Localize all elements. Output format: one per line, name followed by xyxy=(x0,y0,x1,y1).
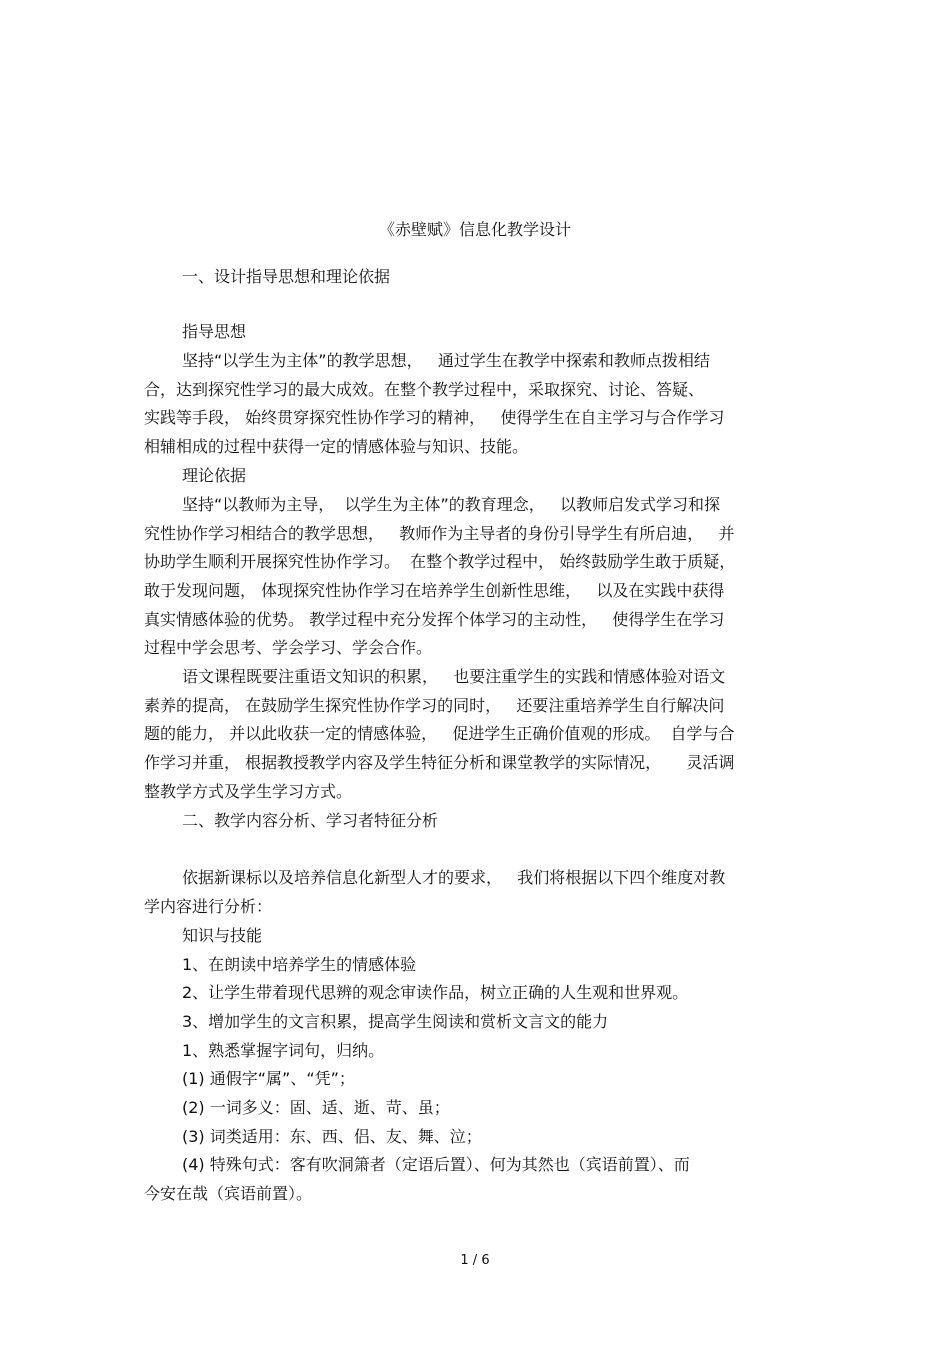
paragraph-line: 敢于发现问题， 体现探究性协作学习在培养学生创新性思维， 以及在实践中获得 xyxy=(144,581,725,600)
list-item: 1、在朗读中培养学生的情感体验 xyxy=(182,955,417,974)
paragraph-line: 真实情感体验的优势。 教学过程中充分发挥个体学习的主动性， 使得学生在学习 xyxy=(144,610,725,629)
document-title: 《赤壁赋》信息化教学设计 xyxy=(378,220,571,239)
section-heading-1: 一、设计指导思想和理论依据 xyxy=(182,267,391,286)
paragraph-line: 相辅相成的过程中获得一定的情感体验与知识、技能。 xyxy=(144,437,529,456)
paragraph-line: 依据新课标以及培养信息化新型人才的要求， 我们将根据以下四个维度对教 xyxy=(182,868,726,887)
list-item: 2、让学生带着现代思辨的观念审读作品，树立正确的人生观和世界观。 xyxy=(182,983,689,1002)
list-item: (4) 特殊句式：客有吹洞箫者（定语后置）、何为其然也（宾语前置）、而 xyxy=(182,1155,690,1174)
list-item: 3、增加学生的文言积累，提高学生阅读和赏析文言文的能力 xyxy=(182,1012,609,1031)
paragraph-line: 合，达到探究性学习的最大成效。在整个教学过程中，采取探究、讨论、答疑、 xyxy=(144,380,705,399)
list-item: (1) 通假字“属”、“凭”； xyxy=(182,1069,355,1088)
subheading-theory-basis: 理论依据 xyxy=(182,466,247,485)
section-heading-2: 二、教学内容分析、学习者特征分析 xyxy=(182,811,439,830)
list-item: (3) 词类适用：东、西、侣、友、舞、泣； xyxy=(182,1127,482,1146)
paragraph-line: 实践等手段， 始终贯穿探究性协作学习的精神， 使得学生在自主学习与合作学习 xyxy=(144,408,725,427)
paragraph-line: 究性协作学习相结合的教学思想， 教师作为主导者的身份引导学生有所启迪， 并 xyxy=(144,524,735,543)
list-item: 1、熟悉掌握字词句，归纳。 xyxy=(182,1041,385,1060)
paragraph-line: 坚持“以教师为主导， 以学生为主体”的教育理念， 以教师启发式学习和探 xyxy=(182,495,721,514)
subheading-guiding-thought: 指导思想 xyxy=(182,322,247,341)
paragraph-line: 学内容进行分析： xyxy=(144,897,273,916)
paragraph-line: 坚持“以学生为主体”的教学思想， 通过学生在教学中探索和教师点拨相结 xyxy=(182,351,710,370)
paragraph-line: 协助学生顺利开展探究性协作学习。 在整个教学过程中， 始终鼓励学生敢于质疑， xyxy=(144,552,736,571)
list-item: (2) 一词多义：固、适、逝、苛、虽； xyxy=(182,1098,450,1117)
paragraph-line: 作学习并重， 根据教授教学内容及学生特征分析和课堂教学的实际情况， 灵活调 xyxy=(144,753,735,772)
page-number: 1 / 6 xyxy=(460,1253,490,1268)
paragraph-line: 素养的提高， 在鼓励学生探究性协作学习的同时， 还要注重培养学生自行解决问 xyxy=(144,696,725,715)
paragraph-line: 题的能力， 并以此收获一定的情感体验， 促进学生正确价值观的形成。 自学与合 xyxy=(144,724,735,743)
subheading-knowledge-skills: 知识与技能 xyxy=(182,926,263,945)
paragraph-line: 整教学方式及学生学习方式。 xyxy=(144,782,353,801)
paragraph-line: 今安在哉（宾语前置）。 xyxy=(144,1184,313,1203)
paragraph-line: 过程中学会思考、学会学习、学会合作。 xyxy=(144,638,433,657)
paragraph-line: 语文课程既要注重语文知识的积累， 也要注重学生的实践和情感体验对语文 xyxy=(182,667,726,686)
